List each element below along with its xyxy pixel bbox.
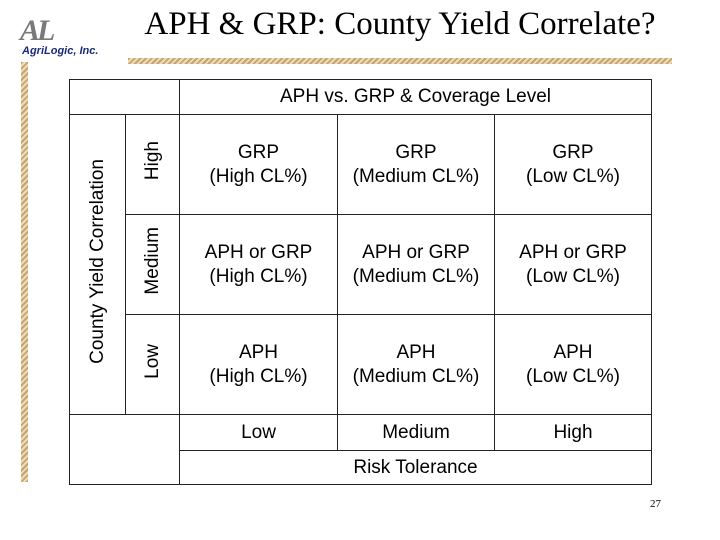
- row-label-high: High: [141, 141, 163, 181]
- cell-coverage: (Low CL%): [526, 365, 620, 387]
- cell-coverage: (Low CL%): [526, 265, 620, 287]
- cell-coverage: (Low CL%): [526, 165, 620, 187]
- row-label-cell-medium: [126, 215, 180, 315]
- cell-coverage: (Medium CL%): [352, 365, 480, 387]
- left-divider: [21, 62, 28, 482]
- bottom-corner-cell: [70, 415, 180, 485]
- cell-coverage: (Medium CL%): [352, 165, 480, 187]
- cell-medium-high-cl: [180, 215, 338, 315]
- cell-product: GRP: [552, 141, 594, 163]
- column-label-high: High: [495, 415, 652, 451]
- cell-low-high-cl: [180, 315, 338, 415]
- cell-medium-low-cl: [495, 215, 652, 315]
- page-number: 27: [650, 498, 661, 510]
- column-label-low: Low: [180, 415, 338, 451]
- cell-medium-medium-cl: [338, 215, 495, 315]
- matrix-column-row: [70, 415, 652, 451]
- cell-low-low-cl: [495, 315, 652, 415]
- matrix-header: APH vs. GRP & Coverage Level: [180, 80, 652, 115]
- cell-low-medium-cl: [338, 315, 495, 415]
- cell-coverage: (Medium CL%): [352, 265, 480, 287]
- y-axis-label-cell: [70, 115, 126, 415]
- cell-high-high-cl: [180, 115, 338, 215]
- matrix-row-low: [70, 315, 652, 415]
- row-label-cell-high: [126, 115, 180, 215]
- x-axis-label: Risk Tolerance: [180, 451, 652, 485]
- cell-high-medium-cl: [338, 115, 495, 215]
- cell-coverage: (High CL%): [209, 365, 308, 387]
- cell-product: APH: [238, 341, 279, 363]
- cell-high-low-cl: [495, 115, 652, 215]
- corner-cell: [70, 80, 180, 115]
- cell-product: APH: [396, 341, 436, 363]
- cell-product: GRP: [237, 141, 280, 163]
- row-label-cell-low: [126, 315, 180, 415]
- logo-letters: AL: [20, 14, 53, 47]
- cell-product: APH or GRP: [204, 241, 313, 263]
- cell-product: GRP: [395, 141, 437, 163]
- row-label-low: Low: [141, 343, 163, 379]
- cell-coverage: (High CL%): [209, 165, 308, 187]
- matrix-header-row: [70, 80, 652, 115]
- matrix-row-medium: [70, 215, 652, 315]
- cell-product: APH: [553, 341, 593, 363]
- title-divider: [128, 58, 672, 64]
- y-axis-label: County Yield Correlation: [86, 158, 108, 364]
- column-label-medium: Medium: [338, 415, 495, 451]
- cell-product: APH or GRP: [519, 241, 627, 263]
- decision-matrix: [69, 79, 652, 485]
- matrix-row-high: [70, 115, 652, 215]
- slide-title: APH & GRP: County Yield Correlate?: [144, 6, 656, 42]
- logo-name: AgriLogic, Inc.: [22, 45, 99, 57]
- row-label-medium: Medium: [141, 227, 163, 295]
- cell-coverage: (High CL%): [209, 265, 308, 287]
- cell-product: APH or GRP: [362, 241, 470, 263]
